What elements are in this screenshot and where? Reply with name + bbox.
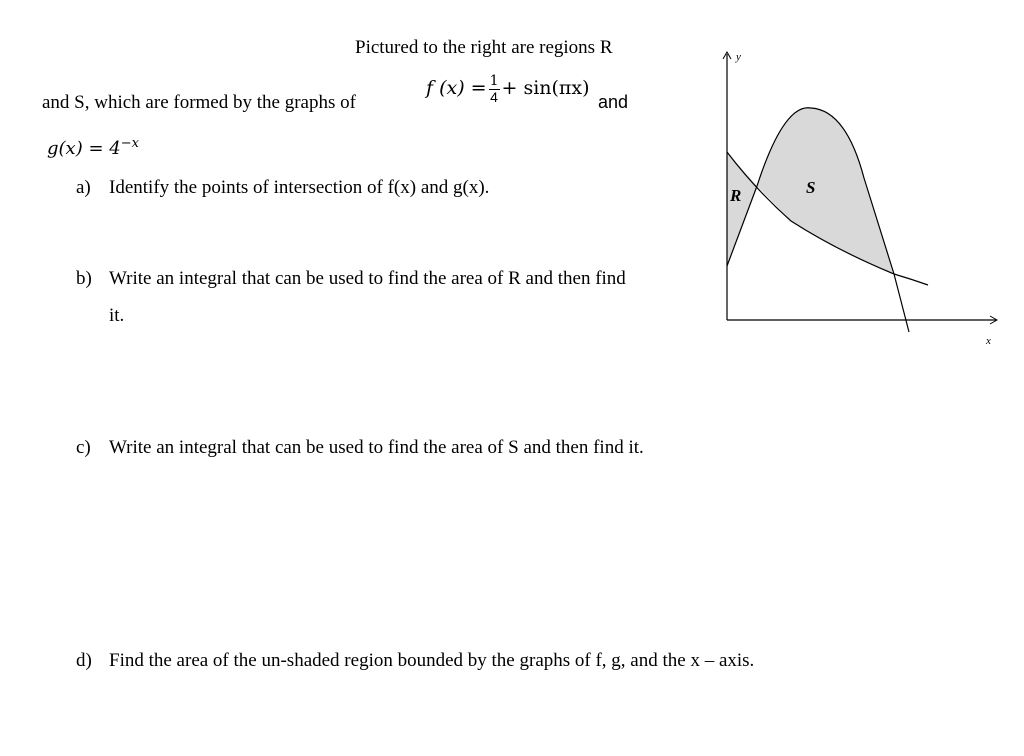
question-b xyxy=(76,268,626,289)
region-r-label: R xyxy=(730,186,742,205)
f-rest: + sin(πx) xyxy=(501,77,590,100)
f-fraction-numerator: 1 xyxy=(489,73,499,89)
and-word: and xyxy=(598,92,629,112)
question-d xyxy=(76,650,755,671)
intro-line-1: Pictured to the right are regions R xyxy=(355,37,613,58)
region-s-shading xyxy=(757,108,894,274)
question-a-label: a) xyxy=(76,177,91,198)
g-def: g(x) = 4 xyxy=(47,138,121,159)
question-c xyxy=(76,437,644,458)
f-fraction-denominator: 4 xyxy=(490,88,498,105)
region-s-label: S xyxy=(806,178,816,197)
g-definition xyxy=(47,137,139,158)
x-axis-label: x xyxy=(986,335,991,347)
question-b-continuation: it. xyxy=(109,305,125,326)
question-a-text: Identify the points of intersection of f(x) and g(x). xyxy=(109,177,490,198)
region-r-shading xyxy=(727,152,757,266)
f-fraction xyxy=(489,74,500,104)
question-c-label: c) xyxy=(76,437,91,458)
g-exponent: −x xyxy=(120,136,139,151)
regions-figure xyxy=(716,38,1016,358)
question-a xyxy=(76,177,490,198)
question-c-text: Write an integral that can be used to find the area of S and then find it. xyxy=(109,437,644,458)
y-axis-label: y xyxy=(736,51,741,63)
question-d-label: d) xyxy=(76,650,92,671)
f-definition xyxy=(426,74,590,104)
question-d-text: Find the area of the un-shaded region bounded by the graphs of f, g, and the x – axis. xyxy=(109,650,755,671)
question-b-text: Write an integral that can be used to find the area of R and then find xyxy=(109,268,626,289)
intro-line-2: and S, which are formed by the graphs of xyxy=(42,92,356,113)
question-b-label: b) xyxy=(76,268,92,289)
f-lhs: f (x) = xyxy=(426,77,487,100)
